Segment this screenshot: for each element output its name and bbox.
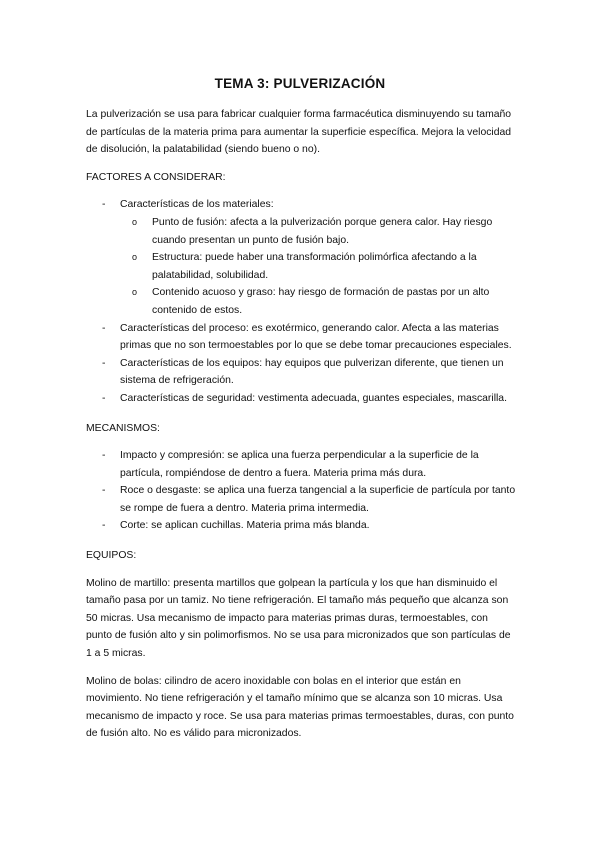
- mecanismos-list: [86, 447, 516, 535]
- equipos-paragraph: Molino de martillo: presenta martillos que golpean la partícula y los que han disminuido el tamaño pasa por un tamiz. No tiene refrigeración. El tamaño más pequeño que alcanza son 50 micras. Usa mecanismo de impacto para materias primas duras, termoestables, con punto de fusión alto y sin polimorfismos. No se usa para micronizados que son partículas de 1 a 5 micras.: [86, 577, 511, 660]
- list-item: - Roce o desgaste: se aplica una fuerza tangencial a la superficie de partícula por tanto se rompe de fuera a dentro. Materia prima intermedia.: [86, 482, 516, 517]
- list-item-text: Características de los materiales:: [120, 199, 274, 211]
- page-title: TEMA 3: PULVERIZACIÓN: [214, 76, 386, 91]
- list-item: - Características de seguridad: vestimenta adecuada, guantes especiales, mascarilla.: [86, 390, 516, 408]
- section-heading-mecanismos: MECANISMOS:: [86, 422, 160, 434]
- list-item: - Características de los equipos: hay equipos que pulverizan diferente, que tienen un sistema de refrigeración.: [86, 355, 516, 390]
- equipos-paragraph: Molino de bolas: cilindro de acero inoxidable con bolas en el interior que están en movimiento. No tiene refrigeración y el tamaño mínimo que se alcanza son 10 micras. Usa mecanismo de impacto y roce. Se usa para materias primas termoestables, duras, con punto de fusión alto. No es válido para micronizados.: [86, 675, 514, 740]
- sub-list-item: o Punto de fusión: afecta a la pulverización porque genera calor. Hay riesgo cuando presentan un punto de fusión bajo.: [130, 214, 516, 249]
- sub-list-item: o Estructura: puede haber una transformación polimórfica afectando a la palatabilidad, solubilidad.: [130, 249, 516, 284]
- section-heading-factores: FACTORES A CONSIDERAR:: [86, 171, 226, 183]
- document-body: [86, 106, 516, 753]
- sub-list: [120, 214, 516, 320]
- factores-list: [86, 196, 516, 407]
- section-heading-equipos: EQUIPOS:: [86, 550, 137, 562]
- sub-list-item: o Contenido acuoso y graso: hay riesgo de formación de pastas por un alto contenido de estos.: [130, 284, 516, 319]
- list-item: - Características del proceso: es exotérmico, generando calor. Afecta a las materias primas que no son termoestables por lo que se debe tomar precauciones especiales.: [86, 320, 516, 355]
- list-item: - Impacto y compresión: se aplica una fuerza perpendicular a la superficie de la partícula, rompiéndose de dentro a fuera. Materia prima más dura.: [86, 447, 516, 482]
- list-item: [86, 196, 516, 319]
- intro-paragraph: La pulverización se usa para fabricar cualquier forma farmacéutica disminuyendo su tamaño de partículas de la materia prima para aumentar la superficie específica. Mejora la velocidad de disolución, la palatabilidad (siendo bueno o no).: [86, 109, 512, 156]
- list-item: - Corte: se aplican cuchillas. Materia prima más blanda.: [86, 517, 516, 535]
